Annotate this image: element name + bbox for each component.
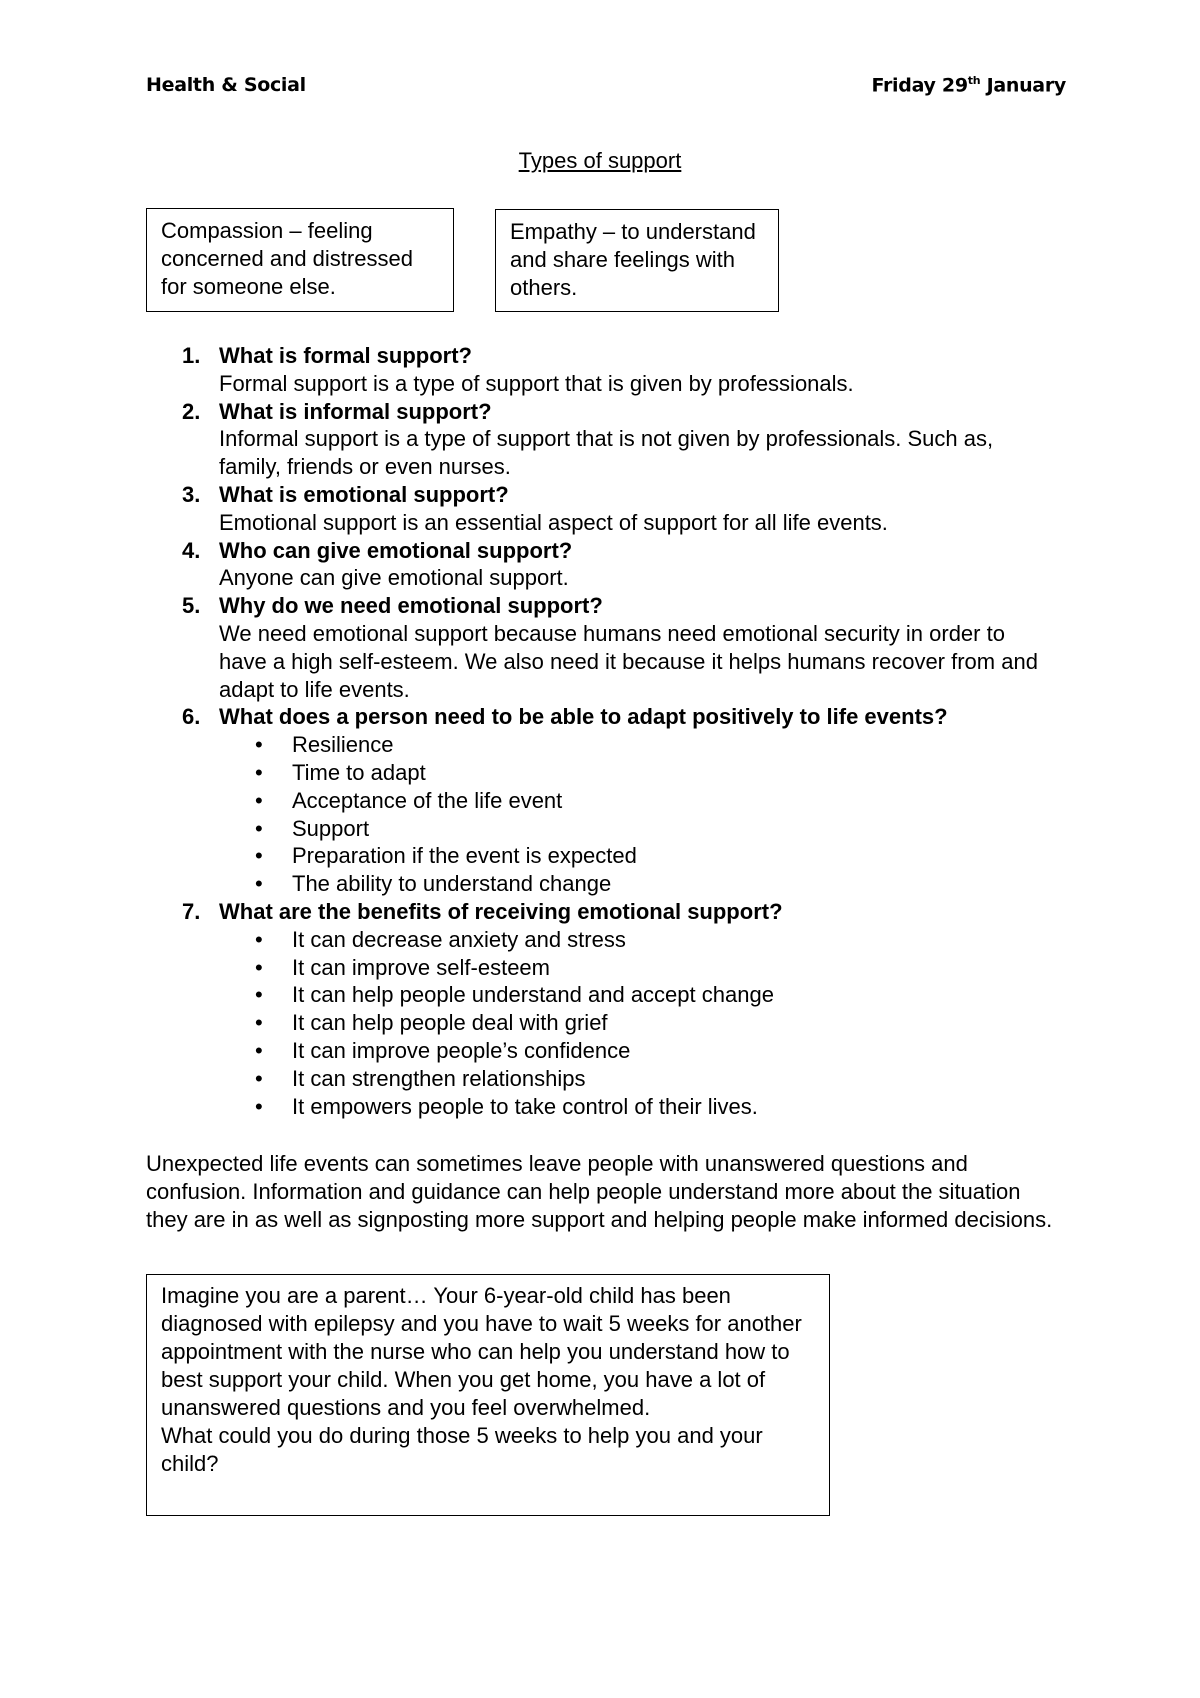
- scenario-question: What could you do during those 5 weeks to help you and your child?: [161, 1423, 763, 1476]
- date-header: [872, 74, 1066, 96]
- answer-text: Formal support is a type of support that is given by professionals.: [219, 370, 854, 396]
- bullet-item: • Acceptance of the life event: [219, 787, 1200, 815]
- date-prefix: Friday 29: [871, 74, 968, 97]
- question-text: What are the benefits of receiving emotional support?: [219, 898, 783, 924]
- question-number: 7.: [182, 898, 201, 924]
- question-number: 1.: [182, 343, 201, 368]
- question-number: 5.: [182, 593, 201, 619]
- question-number: 3.: [182, 481, 201, 507]
- info-paragraph: Unexpected life events can sometimes leave people with unanswered questions and confusion. Information and guidance can help people understand more about the situation they are in as well as signposting more support and helping people make informed decisions.: [146, 1151, 1053, 1232]
- question-item: [0, 537, 1200, 593]
- compassion-definition-box: Compassion – feeling concerned and distressed for someone else.: [146, 208, 454, 312]
- question-number: 6.: [182, 704, 201, 730]
- question-list: [0, 342, 1200, 1120]
- bullet-item: • Resilience: [219, 731, 1200, 759]
- bullet-list: [219, 926, 1200, 1121]
- question-text: Who can give emotional support?: [219, 537, 573, 563]
- date-superscript: th: [967, 74, 981, 87]
- question-item: [0, 481, 1200, 537]
- scenario-text: Imagine you are a parent… Your 6-year-old child has been diagnosed with epilepsy and you have to wait 5 weeks for another appointment with the nurse who can help you understand how to best support your child. When you get home, you have a lot of unanswered questions and you feel overwhelmed.: [161, 1283, 802, 1420]
- bullet-item: • Time to adapt: [219, 759, 1200, 787]
- bullet-list: [219, 731, 1200, 898]
- question-number: 4.: [182, 537, 201, 563]
- bullet-item: • It can help people deal with grief: [219, 1009, 1200, 1037]
- answer-text: Informal support is a type of support that is not given by professionals. Such as, family, friends or even nurses.: [219, 426, 994, 480]
- question-text: What is formal support?: [219, 343, 472, 368]
- answer-text: Emotional support is an essential aspect of support for all life events.: [219, 509, 888, 535]
- bullet-item: • It can strengthen relationships: [219, 1065, 1200, 1093]
- bullet-item: • Preparation if the event is expected: [219, 842, 1200, 870]
- question-text: Why do we need emotional support?: [219, 593, 603, 619]
- question-item: [0, 592, 1200, 703]
- question-text: What does a person need to be able to adapt positively to life events?: [219, 704, 948, 730]
- date-suffix: January: [980, 74, 1066, 97]
- bullet-item: • It can improve self-esteem: [219, 954, 1200, 982]
- bullet-item: • It empowers people to take control of their lives.: [219, 1093, 1200, 1121]
- bullet-item: • The ability to understand change: [219, 870, 1200, 898]
- question-item: [0, 398, 1200, 481]
- question-text: What is emotional support?: [219, 481, 509, 507]
- question-item: [0, 342, 1200, 398]
- answer-text: Anyone can give emotional support.: [219, 565, 569, 591]
- question-item: [0, 898, 1200, 1120]
- answer-text: We need emotional support because humans need emotional security in order to have a high self-esteem. We also need it because it helps humans recover from and adapt to life events.: [219, 620, 1038, 702]
- subject-header: Health & Social: [146, 74, 306, 96]
- page-title: Types of support: [518, 148, 682, 173]
- empathy-definition-box: Empathy – to understand and share feelings with others.: [495, 209, 779, 312]
- bullet-item: • Support: [219, 815, 1200, 843]
- bullet-item: • It can decrease anxiety and stress: [219, 926, 1200, 954]
- scenario-box: [146, 1274, 830, 1516]
- question-text: What is informal support?: [219, 398, 492, 424]
- bullet-item: • It can help people understand and accept change: [219, 981, 1200, 1009]
- bullet-item: • It can improve people’s confidence: [219, 1037, 1200, 1065]
- question-item: [0, 703, 1200, 898]
- question-number: 2.: [182, 398, 201, 424]
